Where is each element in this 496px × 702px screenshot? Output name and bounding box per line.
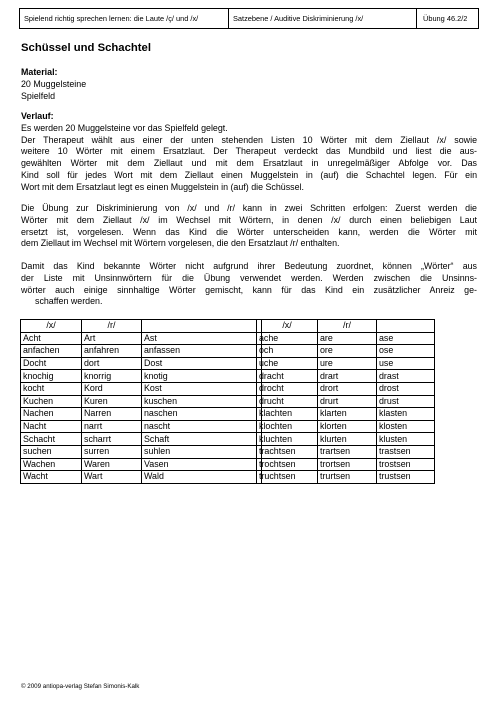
text-line: ersetzt ist, vorgelesen. Wenn das Kind die Wörter unterscheiden kann, werden die Wörter mit [21,226,477,237]
table-row [21,433,262,446]
table-cell: klarten [318,408,377,421]
table-row [21,471,262,484]
table-cell: klosten [377,420,435,433]
table-row [257,357,435,370]
table-cell: knochig [21,370,82,383]
table-row [21,445,262,458]
table-cell: Art [82,332,142,345]
column-header-r: /r/ [82,320,142,333]
word-table-real-words [20,319,262,484]
table-cell: scharrt [82,433,142,446]
table-cell: drart [318,370,377,383]
material-section [21,67,477,102]
table-cell: anfahren [82,345,142,358]
table-cell: uche [257,357,318,370]
header-exercise-number: Übung 46.2/2 [423,14,468,23]
table-cell: narrt [82,420,142,433]
table-cell: drurt [318,395,377,408]
table-row [21,458,262,471]
table-cell: Nacht [21,420,82,433]
table-cell: naschen [142,408,262,421]
table-cell: klochten [257,420,318,433]
text-line: Wort mit dem Ersatzlaut legt es einen Muggelstein in (auf) die Schüssel. [21,181,304,192]
table-cell: drost [377,382,435,395]
table-cell: drocht [257,382,318,395]
table-cell: trortsen [318,458,377,471]
table-cell: Schacht [21,433,82,446]
table-cell: knorrig [82,370,142,383]
table-cell: drast [377,370,435,383]
table-cell: anfassen [142,345,262,358]
table-row [257,420,435,433]
table-cell: anfachen [21,345,82,358]
table-row [21,332,262,345]
table-cell: Kord [82,382,142,395]
word-table-nonsense-words [256,319,435,484]
verlauf-paragraph-3 [21,261,477,308]
text-line: wörter auch einige sinnhaltige Wörter gemischt, kann für das Kind ein zusätzlicher Anreiz ge- [21,284,477,295]
table-cell: Wart [82,471,142,484]
table-cell: Kuren [82,395,142,408]
table-cell: surren [82,445,142,458]
text-line: dem Ziellaut im Wechsel mit Wörtern vorgelesen, die den Ersatzlaut /r/ enthalten. [21,238,340,249]
table-cell: Docht [21,357,82,370]
table-cell: trochtsen [257,458,318,471]
table-cell: kuschen [142,395,262,408]
table-row [257,370,435,383]
text-line: Es werden 20 Muggelsteine vor das Spielfeld gelegt. [21,122,228,133]
table-cell: use [377,357,435,370]
table-row [257,471,435,484]
header-section: Satzebene / Auditive Diskriminierung /x/ [229,9,417,28]
table-cell: trachtsen [257,445,318,458]
text-line: schaffen werden. [35,296,103,307]
table-cell: Kuchen [21,395,82,408]
table-cell: klorten [318,420,377,433]
material-item: 20 Muggelsteine [21,78,87,89]
table-row [257,408,435,421]
table-cell: suhlen [142,445,262,458]
table-cell: trustsen [377,471,435,484]
table-cell: Kost [142,382,262,395]
table-cell: trostsen [377,458,435,471]
table-row [257,395,435,408]
table-row [21,345,262,358]
table-cell: ure [318,357,377,370]
table-cell: trurtsen [318,471,377,484]
verlauf-paragraph-1 [21,123,477,194]
table-row [257,433,435,446]
table-cell: Dost [142,357,262,370]
table-cell: ose [377,345,435,358]
table-cell: suchen [21,445,82,458]
table-cell: och [257,345,318,358]
table-cell: kocht [21,382,82,395]
table-cell: drort [318,382,377,395]
table-cell: truchtsen [257,471,318,484]
text-line: Damit das Kind bekannte Wörter nicht aufgrund ihrer Bedeutung zuordnet, können „Wörter“ aus [21,261,477,271]
table-cell: trartsen [318,445,377,458]
table-cell: nascht [142,420,262,433]
table-cell: trastsen [377,445,435,458]
table-cell: drucht [257,395,318,408]
table-cell: are [318,332,377,345]
table-cell: ore [318,345,377,358]
table-cell: ache [257,332,318,345]
table-cell: klasten [377,408,435,421]
table-row [21,420,262,433]
copyright-footer: © 2009 antiopa-verlag Stefan Simonis-Kalk [21,683,140,690]
text-line: weitere 10 Wörter mit einem Ersatzlaut. Der Therapeut verdeckt das Mundbild und liest die aus- [21,146,477,157]
table-row [257,345,435,358]
table-cell: Wacht [21,471,82,484]
verlauf-heading: Verlauf: [21,111,54,121]
column-header-x: /x/ [21,320,82,333]
table-row [21,395,262,408]
table-row [21,408,262,421]
table-cell: Schaft [142,433,262,446]
table-cell: Waren [82,458,142,471]
verlauf-section [21,111,477,194]
table-cell: knotig [142,370,262,383]
table-cell: Wachen [21,458,82,471]
page-header [19,8,479,29]
text-line: Wörter mit dem Ziellaut /x/ im Wechsel mit Wörtern, in denen /x/ durch einen beliebigen Laut [21,214,477,225]
table-row [257,445,435,458]
table-cell: Narren [82,408,142,421]
column-header-other [377,320,435,333]
table-cell: Nachen [21,408,82,421]
table-cell: klurten [318,433,377,446]
column-header-r: /r/ [318,320,377,333]
table-cell: Wald [142,471,262,484]
page-title: Schüssel und Schachtel [21,42,151,54]
table-cell: ase [377,332,435,345]
column-header-other [142,320,262,333]
table-cell: klachten [257,408,318,421]
table-cell: Acht [21,332,82,345]
table-row [21,357,262,370]
table-cell: klusten [377,433,435,446]
verlauf-paragraph-2 [21,203,477,250]
table-header-row [21,320,262,333]
material-item: Spielfeld [21,90,56,101]
table-cell: Ast [142,332,262,345]
material-heading: Material: [21,67,58,77]
table-cell: drust [377,395,435,408]
table-header-row [257,320,435,333]
table-cell: kluchten [257,433,318,446]
header-book-title: Spielend richtig sprechen lernen: die Laute /ç/ und /x/ [20,9,229,28]
text-line: Kind soll für jedes Wort mit dem Ziellaut einen Muggelstein in (auf) die Schachtel legen. Für ein [21,169,477,180]
table-cell: Vasen [142,458,262,471]
table-cell: dracht [257,370,318,383]
text-line: Der Therapeut wählt aus einer der unten stehenden Listen 10 Wörter mit dem Ziellaut /x/ sowie [21,134,477,145]
text-line: der Liste mit Unsinnwörtern für die Übung verwendet werden. Werden zwischen die Unsinns- [21,272,477,283]
table-row [257,458,435,471]
text-line: gewählten Wörter mit dem Ziellaut und mit dem Ersatzlaut in unregelmäßiger Abfolge vor. Das [21,158,477,169]
column-header-x: /x/ [257,320,318,333]
table-row [21,370,262,383]
table-row [257,332,435,345]
table-cell: dort [82,357,142,370]
table-row [21,382,262,395]
table-row [257,382,435,395]
text-line: Die Übung zur Diskriminierung von /x/ und /r/ kann in zwei Schritten erfolgen: Zuerst werden die [21,203,477,213]
